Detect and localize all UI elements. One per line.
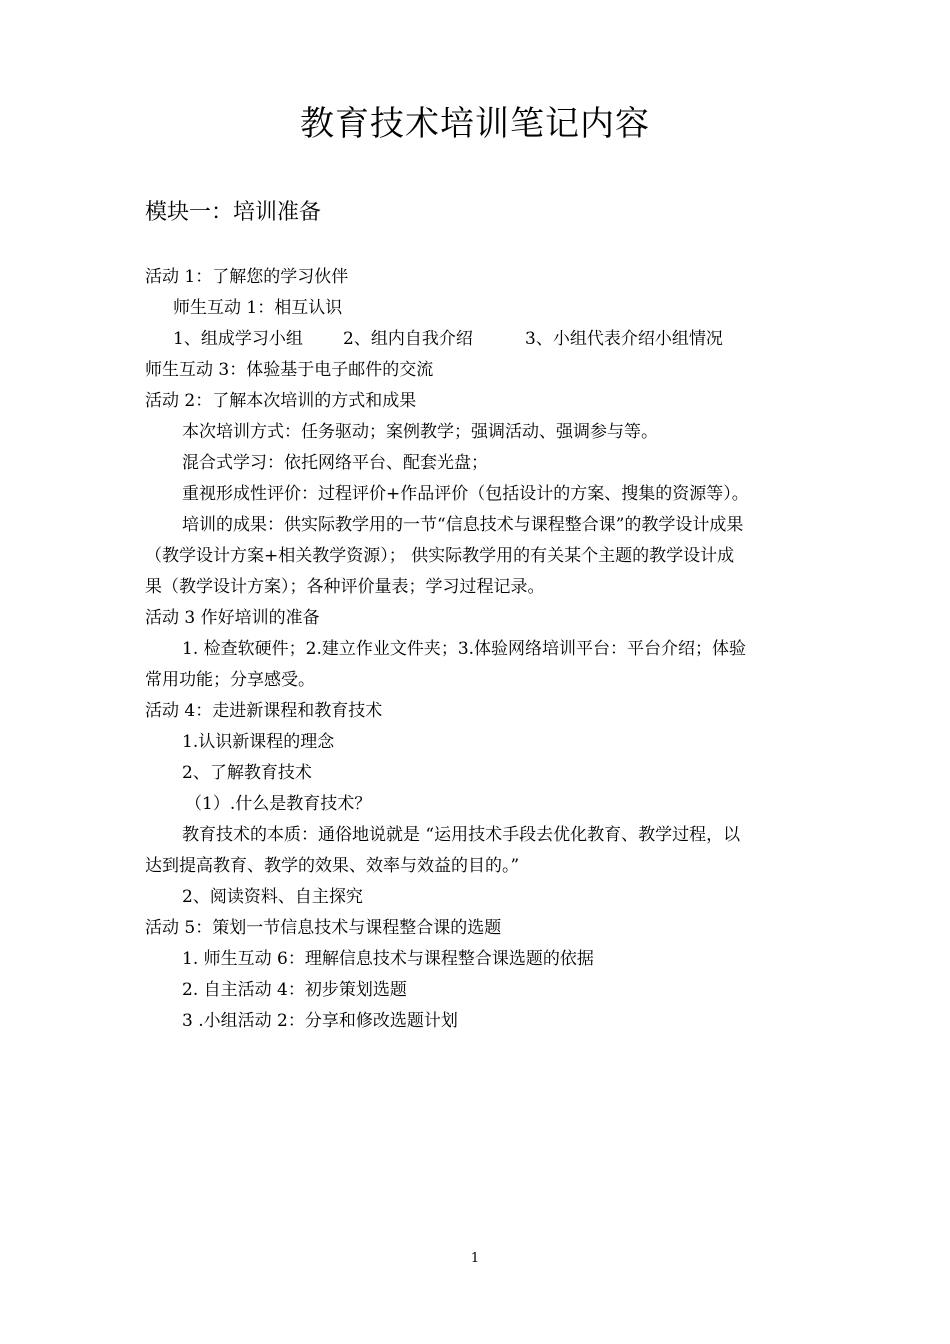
interaction-1-line: 师生互动 1：相互认识 [173,298,343,318]
blended-learning-line: 混合式学习：依托网络平台、配套光盘； [182,453,488,473]
group-step-3: 3、小组代表介绍小组情况 [525,329,723,349]
outcomes-line-1: 培训的成果：供实际教学用的一节“信息技术与课程整合课”的教学设计成果 [182,515,744,535]
outcomes-line-3: 果（教学设计方案）；各种评价量表；学习过程记录。 [145,577,545,597]
document-title: 教育技术培训笔记内容 [300,104,650,144]
group-step-2: 2、组内自我介绍 [343,329,473,349]
preparation-line-1: 1. 检查软硬件；2.建立作业文件夹；3.体验网络培训平台：平台介绍；体验 [182,639,747,659]
edtech-understanding-line: 2、了解教育技术 [182,763,312,783]
module-heading: 模块一：培训准备 [145,200,322,225]
training-method-line: 本次培训方式：任务驱动；案例教学；强调活动、强调参与等。 [182,422,658,442]
interaction-3-line: 师生互动 3：体验基于电子邮件的交流 [145,360,434,380]
self-activity-4-line: 2. 自主活动 4：初步策划选题 [182,980,407,1000]
preparation-line-2: 常用功能；分享感受。 [145,670,315,690]
group-step-1: 1、组成学习小组 [173,329,303,349]
activity-5-heading: 活动 5：策划一节信息技术与课程整合课的选题 [145,918,502,938]
group-steps-line [145,324,810,355]
outcomes-line-2: （教学设计方案+相关教学资源）； 供实际教学用的有关某个主题的教学设计成 [145,546,735,566]
page-number: 1 [470,1251,480,1266]
activity-1-heading: 活动 1：了解您的学习伙伴 [145,267,349,287]
edtech-essence-line-1: 教育技术的本质：通俗地说就是 “运用技术手段去优化教育、教学过程，以 [182,825,741,845]
group-activity-2-line: 3 .小组活动 2：分享和修改选题计划 [182,1011,458,1031]
edtech-essence-line-2: 达到提高教育、教学的效果、效率与效益的目的。” [145,856,520,876]
document-body [145,262,810,1037]
evaluation-line: 重视形成性评价：过程评价+作品评价（包括设计的方案、搜集的资源等）。 [182,484,749,504]
activity-4-heading: 活动 4：走进新课程和教育技术 [145,701,383,721]
what-is-edtech-line: （1）.什么是教育技术？ [185,794,372,814]
new-curriculum-line: 1.认识新课程的理念 [182,732,335,752]
activity-3-heading: 活动 3 作好培训的准备 [145,608,320,628]
reading-line: 2、阅读资料、自主探究 [182,887,363,907]
interaction-6-line: 1. 师生互动 6：理解信息技术与课程整合课选题的依据 [182,949,594,969]
activity-2-heading: 活动 2：了解本次培训的方式和成果 [145,391,417,411]
